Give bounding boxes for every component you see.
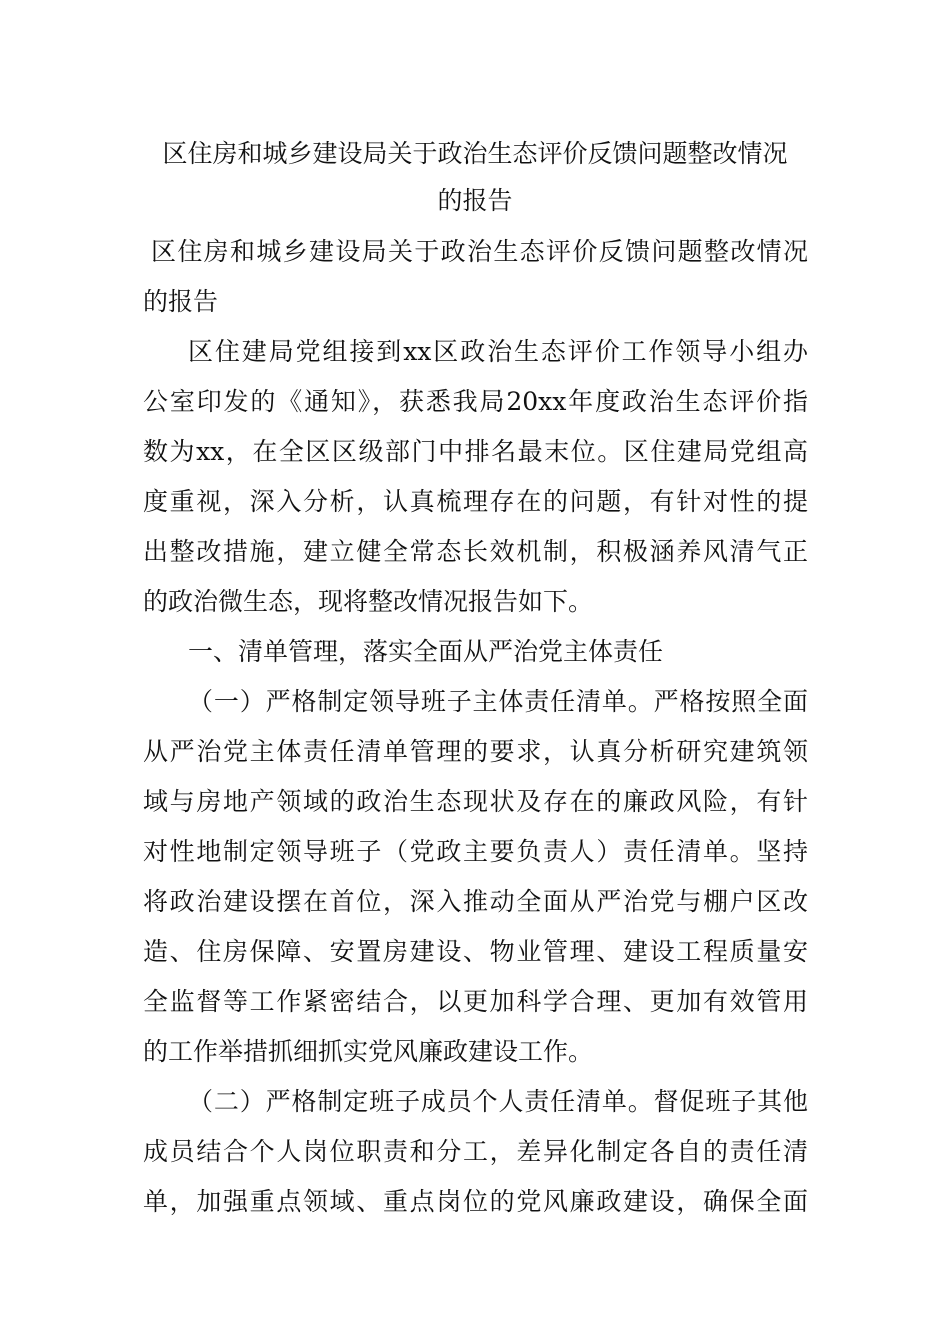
paragraph-3-line-1: （二）严格制定班子成员个人责任清单。督促班子其他: [188, 1087, 808, 1116]
document-title-line-1: 区住房和城乡建设局关于政治生态评价反馈问题整改情况: [162, 139, 788, 168]
paragraph-2-line-4: 对性地制定领导班子（党政主要负责人）责任清单。坚持: [143, 837, 808, 866]
paragraph-2-line-1: （一）严格制定领导班子主体责任清单。严格按照全面: [188, 687, 808, 716]
paragraph-1-line-2: 公室印发的《通知》，获悉我局20xx年度政治生态评价指: [143, 387, 808, 416]
section-heading-1: 一、清单管理，落实全面从严治党主体责任: [188, 637, 664, 666]
paragraph-2-line-6: 造、住房保障、安置房建设、物业管理、建设工程质量安: [143, 937, 808, 966]
paragraph-2-line-5: 将政治建设摆在首位，深入推动全面从严治党与棚户区改: [143, 887, 808, 916]
document-title-line-2: 的报告: [437, 186, 513, 215]
paragraph-2-line-2: 从严治党主体责任清单管理的要求，认真分析研究建筑领: [143, 737, 808, 766]
repeated-title-line-1: 区住房和城乡建设局关于政治生态评价反馈问题整改情况: [151, 237, 808, 266]
paragraph-2-line-7: 全监督等工作紧密结合，以更加科学合理、更加有效管用: [143, 987, 808, 1016]
paragraph-1-line-4: 度重视，深入分析，认真梳理存在的问题，有针对性的提: [143, 487, 808, 516]
paragraph-2-line-8: 的工作举措抓细抓实党风廉政建设工作。: [143, 1037, 594, 1066]
paragraph-1-line-6: 的政治微生态，现将整改情况报告如下。: [143, 587, 594, 616]
paragraph-1-line-1: 区住建局党组接到xx区政治生态评价工作领导小组办: [188, 337, 808, 366]
repeated-title-line-2: 的报告: [143, 287, 219, 316]
paragraph-2-line-3: 域与房地产领域的政治生态现状及存在的廉政风险，有针: [143, 787, 808, 816]
paragraph-3-line-3: 单，加强重点领域、重点岗位的党风廉政建设，确保全面: [143, 1187, 808, 1216]
paragraph-1-line-3: 数为xx，在全区区级部门中排名最末位。区住建局党组高: [143, 437, 808, 466]
paragraph-1-line-5: 出整改措施，建立健全常态长效机制，积极涵养风清气正: [143, 537, 808, 566]
paragraph-3-line-2: 成员结合个人岗位职责和分工，差异化制定各自的责任清: [143, 1137, 808, 1166]
